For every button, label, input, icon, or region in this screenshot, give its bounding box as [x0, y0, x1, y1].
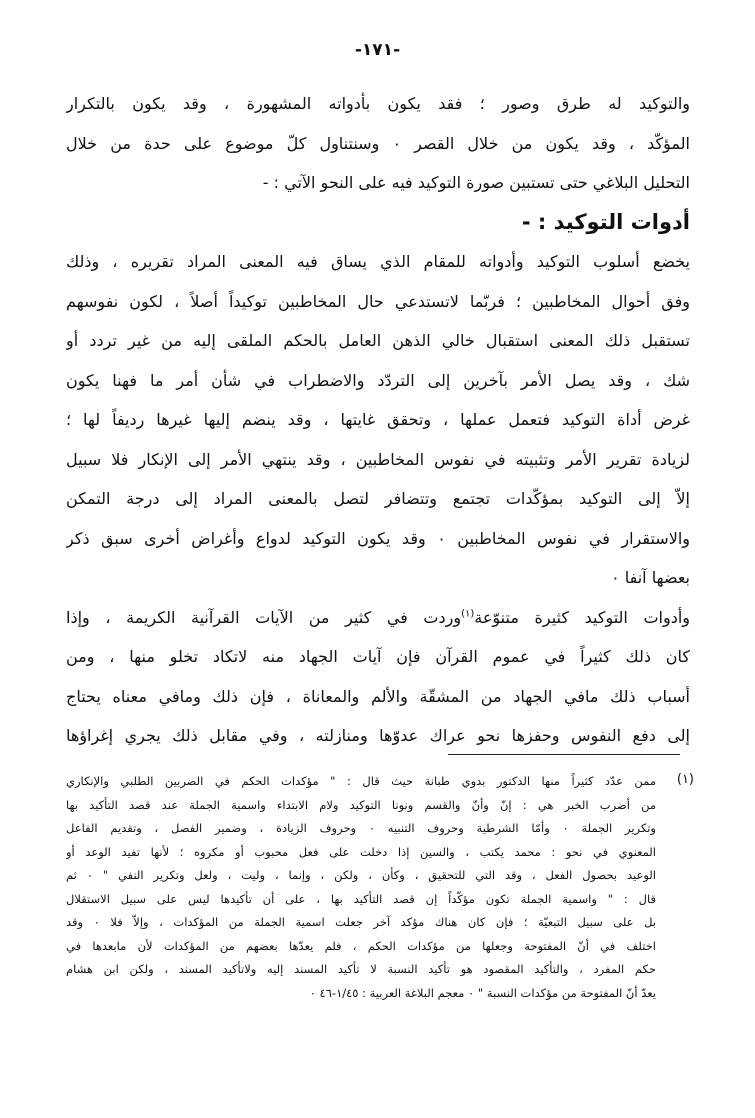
- footnote-separator: [448, 754, 680, 755]
- paragraph-line: إلى دفع النفوس وحفزها نحو عراك عدوّها ومنازلته ، وفي مقابل ذلك يجري إغراؤها: [66, 726, 690, 745]
- paragraph-line: شك ، وقد يصل الأمر بآخرين إلى التردّد والاضطراب في شأن أمر ما فهنا يكون: [66, 370, 690, 390]
- paragraph-line: أسباب ذلك مافي الجهاد من المشقّة والألم والمعاناة ، فإن ذلك ومافي معناه يحتاج: [66, 686, 690, 706]
- paragraph-line: والتوكيد له طرق وصور ؛ فقد يكون بأدواته المشهورة ، وقد يكون بالتكرار: [66, 94, 690, 113]
- paragraph-line: وفق أحوال المخاطبين ؛ فربّما لاتستدعي حال المخاطبين توكيداً أصلاً ، لكون نفوسهم: [66, 291, 690, 311]
- page-number: -١٧١-: [354, 40, 401, 60]
- footnote-line: وتكرير الجملة ٠ وأمّا الشرطية وحروف التنبيه ٠ وحروف الزيادة ، وضمير الفصل ، وتقديم الفاعل: [66, 821, 656, 835]
- footnote-line: اختلف في أنّ المفتوحة وجعلها من مؤكدات الحكم ، فلم يعدّها بعضهم من المؤكدات لأن مابعدها في: [66, 938, 656, 953]
- paragraph-line: إلاّ إلى التوكيد بمؤكّدات تجتمع وتتضافر لتصل بالمعنى المراد إلى درجة التمكن: [66, 489, 690, 508]
- main-text: [66, 84, 690, 756]
- footnote-line: المعنوي في نحو : محمد يكتب ، والسين إذا دخلت على فعل محبوب أو مكروه ؛ لأنها تفيد الوعد أو: [66, 844, 656, 859]
- paragraph-line: تستقبل ذلك المعنى استقبال خالي الذهن العامل بالحكم الملقى إليه من غير تردد أو: [66, 331, 690, 350]
- section-heading: أدوات التوكيد : -: [521, 209, 690, 234]
- line-text: وأدوات التوكيد كثيرة متنوّعة: [474, 607, 690, 627]
- footnote-line: من أضرب الخبر هي : إنّ وأنّ والقسم ونونا التوكيد ولام الابتداء واسمية الجملة عند قصد التأكيد بها: [66, 797, 656, 812]
- footnote-line: بل على سبيل التبعيّة ؛ فإن كان هناك مؤكد آخر جعلت اسمية الجملة من المؤكدات ، وإلاّ فلا ٠ وقد: [66, 915, 656, 929]
- paragraph-line: يخضع أسلوب التوكيد وأدواته للمقام الذي يساق فيه المعنى المراد تقريره ، وذلك: [66, 252, 690, 271]
- footnote-block: [66, 770, 694, 1005]
- paragraph-line: غرض أداة التوكيد فتعمل عملها ، وتحقق غايتها ، وقد ينضم إليها غيرها رديفاً لها ؛: [66, 410, 690, 429]
- paragraph-line: لزيادة تقرير الأمر وتثبيته في نفوس المخاطبين ، وقد ينتهي الأمر إلى الإنكار فلا سبيل: [66, 449, 690, 469]
- footnote-line: يعدّ أنّ المفتوحة من مؤكدات النسبة " ٠ معجم البلاغة العربية : ١/٤٥-٤٦ ٠: [309, 985, 656, 1000]
- footnote-marker: (١): [676, 772, 694, 787]
- paragraph-line: بعضها آنفا ٠: [611, 568, 690, 587]
- paragraph-line: [66, 598, 690, 638]
- footnote-reference[interactable]: (١): [461, 608, 475, 620]
- paragraph-line: المؤكّد ، وقد يكون من خلال القصر ٠ وسنتناول كلّ موضوع على حدة من خلال: [66, 133, 690, 153]
- footnote-line: الوعيد بحصول الفعل ، وقد التي للتحقيق ، وكأن ، ولكن ، وإنما ، وليت ، ولعل وتكرير النفي " ٠ ثم: [66, 868, 656, 882]
- paragraph-line: والاستقرار في نفوس المخاطبين ٠ وقد يكون التوكيد لدواع وأغراض أخرى سبق ذكر: [66, 528, 690, 548]
- line-text: وردت في كثير من الآيات القرآنية الكريمة ، وإذا: [66, 607, 462, 627]
- paragraph-line: التحليل البلاغي حتى تستبين صورة التوكيد فيه على النحو الآتي : -: [262, 173, 690, 192]
- footnote-line: ممن عدّد كثيراً منها الدكتور بدوي طبانة حيث قال : " مؤكدات الحكم في الضربين الطلبي والإنكاري: [66, 774, 656, 788]
- footnote-line: حكم المفرد ، والتأكيد المقصود هو تأكيد النسبة لا تأكيد المسند إليه ولاتأكيد المسند ، ولكن ابن هشام: [66, 962, 656, 976]
- paragraph-line: كان ذلك كثيراً في عموم القرآن فإن آيات الجهاد منه لاتكاد تخلو منها ، ومن: [66, 647, 690, 666]
- footnote-line: قال : " واسمية الجملة تكون مؤكّداً إن قصد التأكيد بها ، على أن تأكيدها ليس على سبيل الاستقلال: [66, 891, 656, 906]
